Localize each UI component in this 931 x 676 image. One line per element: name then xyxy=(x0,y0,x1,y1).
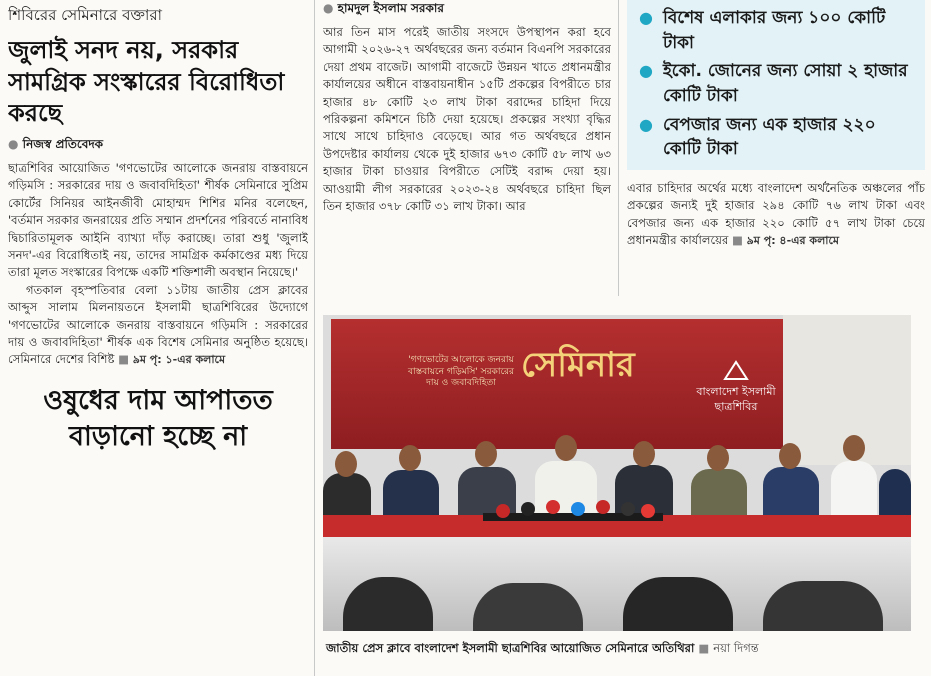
byline-bullet-icon: ● xyxy=(323,1,334,15)
panel-person xyxy=(691,469,747,521)
continuation-ref[interactable]: ৯ম পৃ: ১-এর কলামে xyxy=(132,353,226,367)
person-head xyxy=(475,441,497,467)
article-paragraph-text: গতকাল বৃহস্পতিবার বেলা ১১টায় জাতীয় প্রেস ক্লাবের আব্দুস সালাম মিলনায়তনে ইসলামী ছাত্রশিবিরের উদ্যোগে 'গণভোটের আলোকে জনরায় বাস্তবায়নে গড়িমসি : সরকারের দায় ও জবাবদিহিতা' শীর্ষক এক বিশেষ সেমিনার অনুষ্ঠিত হয়েছে। সেমিনারে দেশের বিশিষ্ট xyxy=(8,282,308,367)
article-paragraph: ছাত্রশিবির আয়োজিত 'গণভোটের আলোকে জনরায় বাস্তবায়নে গড়িমসি : সরকারের দায় ও জবাবদিহিতা' শীর্ষক সেমিনারে সুপ্রিম কোর্টের সিনিয়র আইনজীবী মোহাম্মদ শিশির মনির বলেছেন, 'বর্তমান সরকার জনরায়ের প্রতি সম্মান প্রদর্শনের পরিবর্তে নানাবিধ দ্বিচারিতামূলক আইনি ব্যাখ্যা দাঁড় করাচ্ছে। তারা শুধু 'জুলাই সনদ'-এর বিরোধিতাই নয়, তাদের সামগ্রিক কর্মকাণ্ডের মধ্য দিয়ে তারা মূলত সংস্কারের বিপক্ষে একটি শক্তিশালী অবস্থান নিয়েছে।' xyxy=(8,161,308,280)
column-divider xyxy=(314,0,315,676)
caption-square-icon: ■ xyxy=(698,641,714,655)
banner-subtitle: 'গণভোটের আলোকে জনরায় বাস্তবায়নে গড়িমসি' সরকারের দায় ও জবাবদিহিতা xyxy=(408,355,514,389)
article-kicker: শিবিরের সেমিনারে বক্তারা xyxy=(8,6,162,24)
person-head xyxy=(335,451,357,477)
microphones-icon xyxy=(483,495,663,535)
article-paragraph-text: এবার চাহিদার অর্থের মধ্যে বাংলাদেশ অর্থনৈতিক অঞ্চলের পাঁচ প্রকল্পের জন্যই দুই হাজার ২৯৪ কোটি ৭৬ লাখ টাকা এবং বেপজার জন্য এক হাজার ২২০ কোটি ৫৭ লাখ টাকা চেয়ে প্রধানমন্ত্রীর কার্যালয়ের xyxy=(627,180,925,248)
highlight-item xyxy=(639,113,915,162)
seminar-banner xyxy=(331,319,783,449)
article-headline: জুলাই সনদ নয়, সরকার সামগ্রিক সংস্কারের বিরোধিতা করছে xyxy=(8,36,285,128)
mid-article xyxy=(323,0,611,292)
person-head xyxy=(399,445,421,471)
panel-person xyxy=(831,461,877,521)
person-head xyxy=(555,435,577,461)
bullet-icon: ● xyxy=(639,61,653,81)
audience-silhouette xyxy=(473,583,583,631)
bullet-icon: ● xyxy=(639,8,653,27)
panel-person xyxy=(763,467,819,521)
highlight-box xyxy=(627,0,925,170)
bullet-icon: ● xyxy=(639,114,653,134)
highlight-text: বেপজার জন্য এক হাজার ২২০ কোটি টাকা xyxy=(662,114,876,160)
person-head xyxy=(707,445,729,471)
article-byline xyxy=(8,136,308,156)
article-paragraph xyxy=(8,282,308,369)
person-head xyxy=(779,443,801,469)
continuation-square-icon: ■ xyxy=(118,352,133,367)
column-divider xyxy=(618,0,619,296)
second-headline: ওষুধের দাম আপাতত বাড়ানো হচ্ছে না xyxy=(43,384,273,453)
panel-person xyxy=(879,469,911,521)
highlight-item xyxy=(639,6,915,55)
audience-silhouette xyxy=(623,577,733,631)
article-paragraph xyxy=(627,180,925,250)
audience-silhouette xyxy=(763,581,883,631)
person-head xyxy=(843,435,865,461)
continuation-ref[interactable]: ৯ম পৃ: ৪-এর কলামে xyxy=(746,234,839,248)
article-paragraph: আর তিন মাস পরেই জাতীয় সংসদে উপস্থাপন করা হবে আগামী ২০২৬-২৭ অর্থবছরের জন্য বর্তমান বিএনপি সরকারের দেয়া প্রথম বাজেট। আগামী বাজেটে উন্নয়ন খাতে প্রধানমন্ত্রীর কার্যালয়ের অধীনে বাস্তবায়নাধীন ১৫টি প্রকল্পের বিপরীতে চার হাজার ৪৮ কোটি ২৩ লাখ টাকা বরাদ্দের চাহিদা দিয়ে পরিকল্পনা কমিশনে চিঠি দেয়া হয়েছে। প্রকল্পের সংখ্যা বৃদ্ধির সাথে সাথে চাহিদাও বেড়েছে। আর গত অর্থবছরে প্রধান উপদেষ্টার কার্যালয় থেকে দুই হাজার ৬৭৩ কোটি ৫৮ লাখ ৬৩ হাজার টাকা চাওয়ার বিপরীতে সেটিই বরাদ্দ দেয়া হয়। আওয়ামী লীগ সরকারের ২০২৩-২৪ অর্থবছরে চাহিদা ছিল তিন হাজার ৩৭৮ কোটি ৩১ লাখ টাকা। আর xyxy=(323,25,611,213)
seminar-photo xyxy=(323,315,911,631)
organization-logo-icon xyxy=(723,359,749,381)
highlight-text: ইকো. জোনের জন্য সোয়া ২ হাজার কোটি টাকা xyxy=(662,61,908,106)
banner-organization xyxy=(696,359,776,414)
byline-author: হামদুল ইসলাম সরকার xyxy=(337,1,444,15)
left-article xyxy=(8,0,308,676)
banner-organization-name: বাংলাদেশ ইসলামী ছাত্রশিবির xyxy=(696,385,776,413)
photo-credit: নয়া দিগন্ত xyxy=(713,641,759,655)
byline-bullet-icon: ● xyxy=(8,137,19,152)
photo-caption xyxy=(326,640,911,659)
continuation-square-icon: ■ xyxy=(732,233,747,248)
article-byline xyxy=(323,0,611,20)
highlight-item xyxy=(639,59,915,108)
banner-title: সেমিনার xyxy=(521,345,635,385)
byline-author: নিজস্ব প্রতিবেদক xyxy=(22,137,104,152)
person-head xyxy=(633,441,655,467)
photo-caption-text: জাতীয় প্রেস ক্লাবে বাংলাদেশ ইসলামী ছাত্রশিবির আয়োজিত সেমিনারে অতিথিরা xyxy=(326,641,695,655)
highlight-text: বিশেষ এলাকার জন্য ১০০ কোটি টাকা xyxy=(662,8,886,53)
right-article xyxy=(627,0,925,296)
